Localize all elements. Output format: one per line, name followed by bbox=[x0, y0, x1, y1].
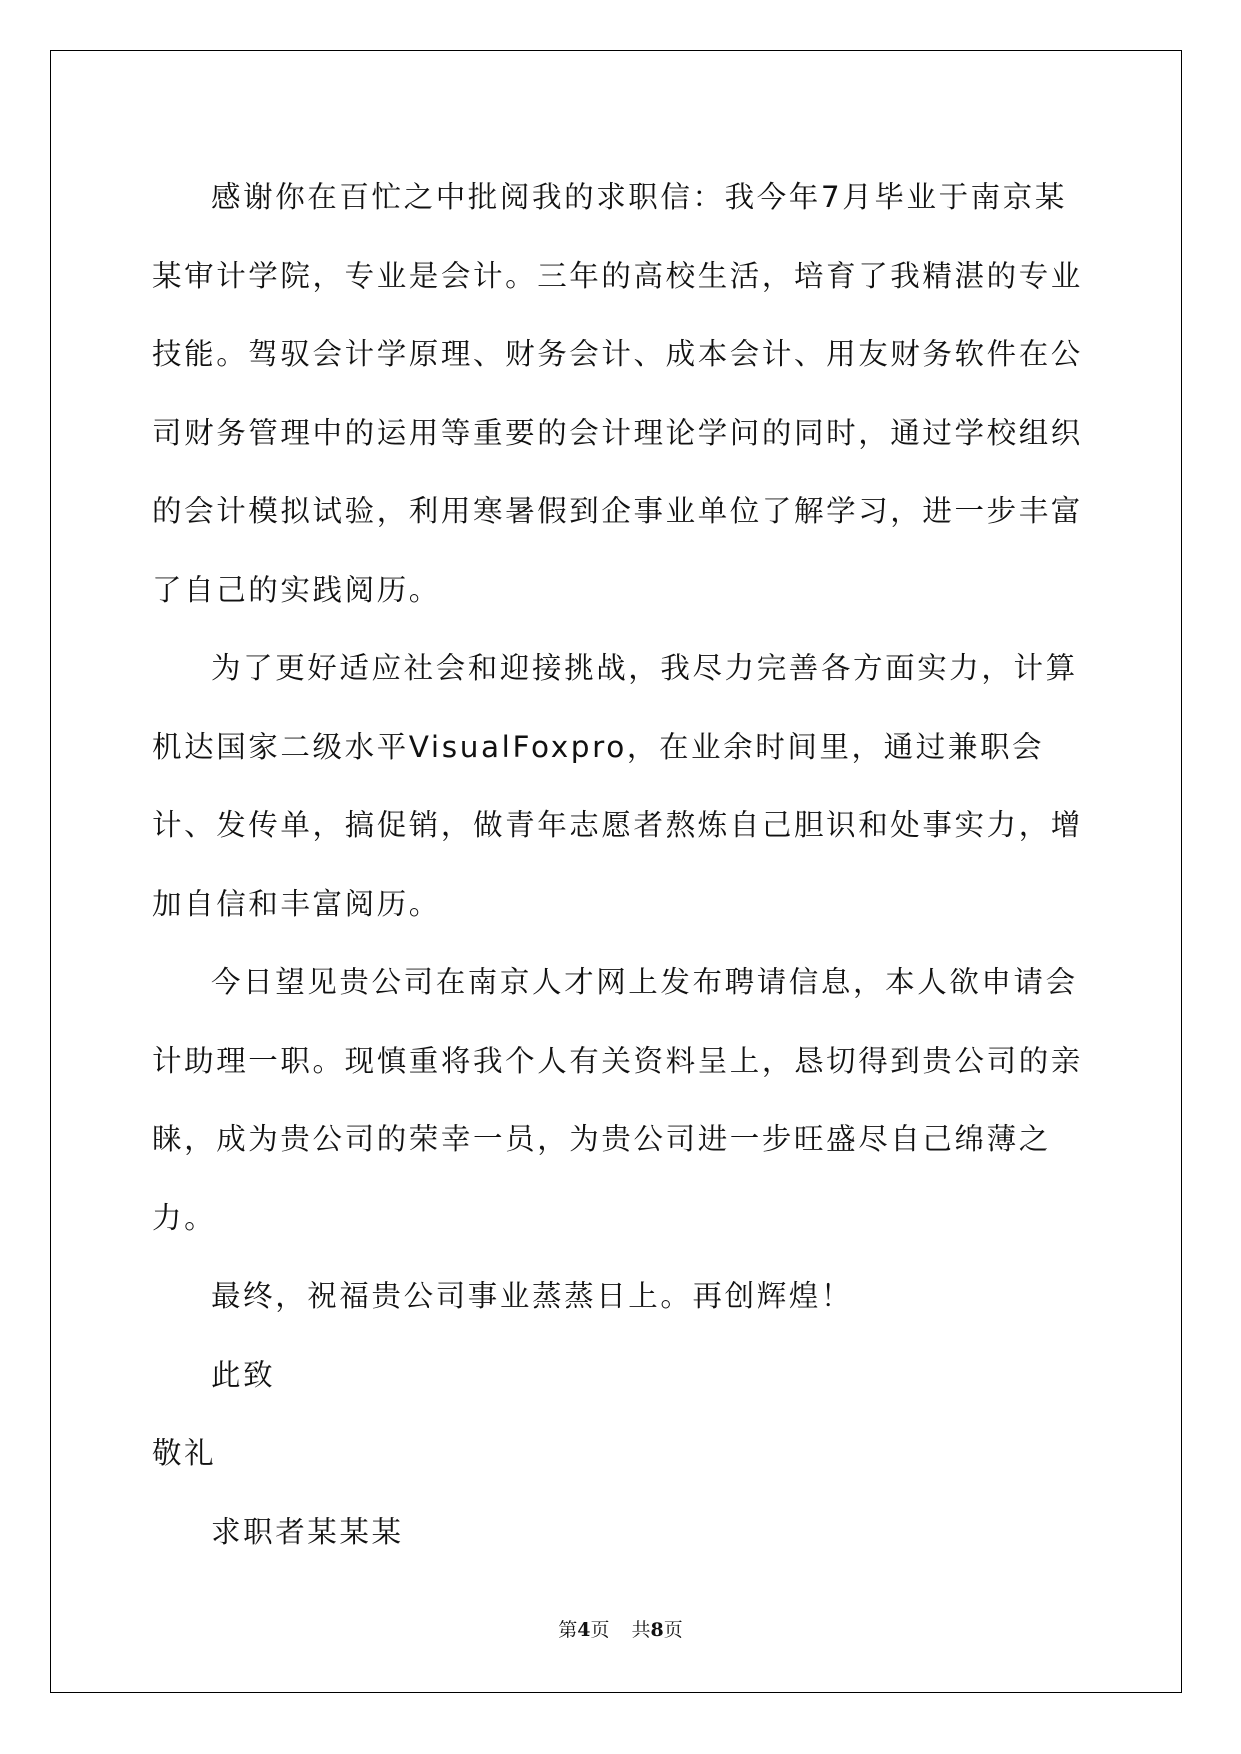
footer-page-unit: 页 bbox=[590, 1619, 610, 1641]
paragraph-regards: 此致 bbox=[211, 1357, 276, 1392]
page-footer bbox=[0, 1615, 1241, 1642]
footer-total-unit: 页 bbox=[663, 1619, 683, 1641]
footer-total-prefix: 共 bbox=[631, 1619, 651, 1641]
signature: 求职者某某某 bbox=[211, 1514, 404, 1549]
footer-prefix: 第 bbox=[558, 1619, 578, 1641]
current-page-number: 4 bbox=[577, 1619, 591, 1641]
paragraph-skills: 为了更好适应社会和迎接挑战，我尽力完善各方面实力，计算机达国家二级水平VisualFoxpro，在业余时间里，通过兼职会计、发传单，搞促销，做青年志愿者熬炼自己胆识和处事实力，增加自信和丰富阅历。 bbox=[152, 651, 1083, 921]
paragraph-application: 今日望见贵公司在南京人才网上发布聘请信息，本人欲申请会计助理一职。现慎重将我个人有关资料呈上，恳切得到贵公司的亲睐，成为贵公司的荣幸一员，为贵公司进一步旺盛尽自己绵薄之力。 bbox=[152, 965, 1083, 1235]
letter-body bbox=[152, 158, 1097, 1571]
salutation: 敬礼 bbox=[152, 1436, 217, 1470]
total-page-number: 8 bbox=[650, 1619, 664, 1641]
paragraph-closing-wish: 最终，祝福贵公司事业蒸蒸日上。再创辉煌！ bbox=[211, 1279, 854, 1313]
paragraph-intro: 感谢你在百忙之中批阅我的求职信：我今年7月毕业于南京某某审计学院，专业是会计。三年的高校生活，培育了我精湛的专业技能。驾驭会计学原理、财务会计、成本会计、用友财务软件在公司财务管理中的运用等重要的会计理论学问的同时，通过学校组织的会计模拟试验，利用寒暑假到企事业单位了解学习，进一步丰富了自己的实践阅历。 bbox=[152, 180, 1083, 607]
